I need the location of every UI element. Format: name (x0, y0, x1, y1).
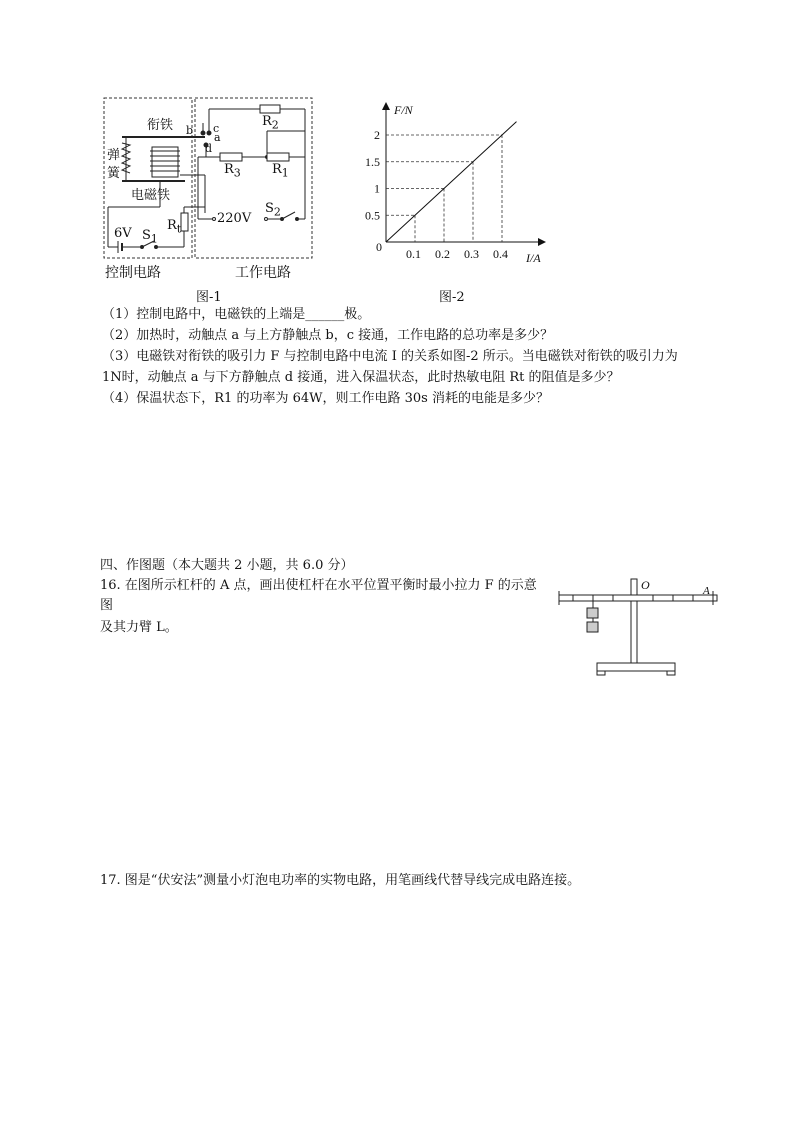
origin-label: 0 (376, 240, 382, 254)
electromagnet-label: 电磁铁 (131, 188, 171, 203)
question-16-line-1: 16. 在图所示杠杆的 A 点，画出使杠杆在水平位置平衡时最小拉力 F 的示意 (100, 578, 537, 593)
question-3-line-1: （3）电磁铁对衔铁的吸引力 F 与控制电路中电流 I 的关系如图-2 所示。当电磁铁对衔铁的吸引力为 (102, 349, 678, 364)
y-tick-label-1: 1 (374, 181, 380, 196)
lever-figure (553, 574, 723, 679)
control-circuit-label: 控制电路 (105, 265, 161, 281)
x-tick-label-3: 0.4 (493, 247, 508, 261)
y-axis-arrow (382, 102, 390, 110)
question-16-line-3: 及其力臂 L。 (100, 620, 178, 635)
control-voltage-label: 6V (114, 226, 132, 241)
spring-label-2: 簧 (107, 166, 121, 181)
figure-1-caption: 图-1 (196, 290, 222, 305)
switch-s1-label: $S_1$ (142, 228, 158, 246)
r2-label: $R_2$ (262, 114, 279, 132)
section-4-heading: 四、作图题（本大题共 2 小题，共 6.0 分） (100, 558, 354, 573)
armature-label: 衔铁 (147, 118, 174, 133)
x-tick-label-1: 0.2 (435, 247, 450, 261)
y-tick-label-2: 1.5 (365, 154, 380, 169)
question-2: （2）加热时，动触点 a 与上方静触点 b，c 接通，工作电路的总功率是多少？ (102, 328, 554, 343)
contact-d-label: d (205, 142, 213, 155)
r3-label: $R_3$ (224, 162, 241, 180)
switch-s2-label: $S_2$ (265, 201, 281, 219)
thermistor-label: $R_t$ (167, 218, 182, 236)
question-3-line-2: 1N时，动触点 a 与下方静触点 d 接通，进入保温状态，此时热敏电阻 Rt 的阻值是多少？ (102, 370, 620, 385)
question-4: （4）保温状态下，R1 的功率为 64W，则工作电路 30s 消耗的电能是多少？ (102, 391, 549, 406)
contact-c-label: c (213, 122, 220, 135)
question-16-line-2: 图 (100, 598, 114, 613)
y-axis-label: F/N (394, 103, 413, 117)
work-circuit-label: 工作电路 (235, 265, 291, 281)
question-17: 17. 图是“伏安法”测量小灯泡电功率的实物电路，用笔画线代替导线完成电路连接。 (100, 873, 581, 888)
lever-a-label: A (703, 585, 710, 597)
question-1: （1）控制电路中，电磁铁的上端是______极。 (102, 307, 371, 322)
lever-o-label: O (641, 578, 650, 592)
force-current-chart (360, 98, 550, 268)
figure-2-caption: 图-2 (439, 290, 465, 305)
x-tick-label-2: 0.3 (464, 247, 479, 261)
spring-label-1: 弹 (107, 148, 121, 163)
figure-1 (100, 95, 318, 290)
contact-b-label: b (186, 124, 194, 137)
figure-2 (360, 98, 550, 268)
lever-diagram (553, 574, 723, 679)
work-voltage-label: 220V (217, 211, 252, 226)
y-tick-label-3: 2 (374, 128, 380, 142)
y-tick-label-0: 0.5 (365, 208, 380, 223)
contact-a-label: a (214, 131, 221, 144)
x-axis-label: I/A (526, 251, 541, 265)
r1-label: $R_1$ (272, 162, 289, 180)
x-tick-label-0: 0.1 (406, 247, 421, 261)
x-axis-arrow (538, 238, 546, 246)
series-line (386, 122, 517, 242)
